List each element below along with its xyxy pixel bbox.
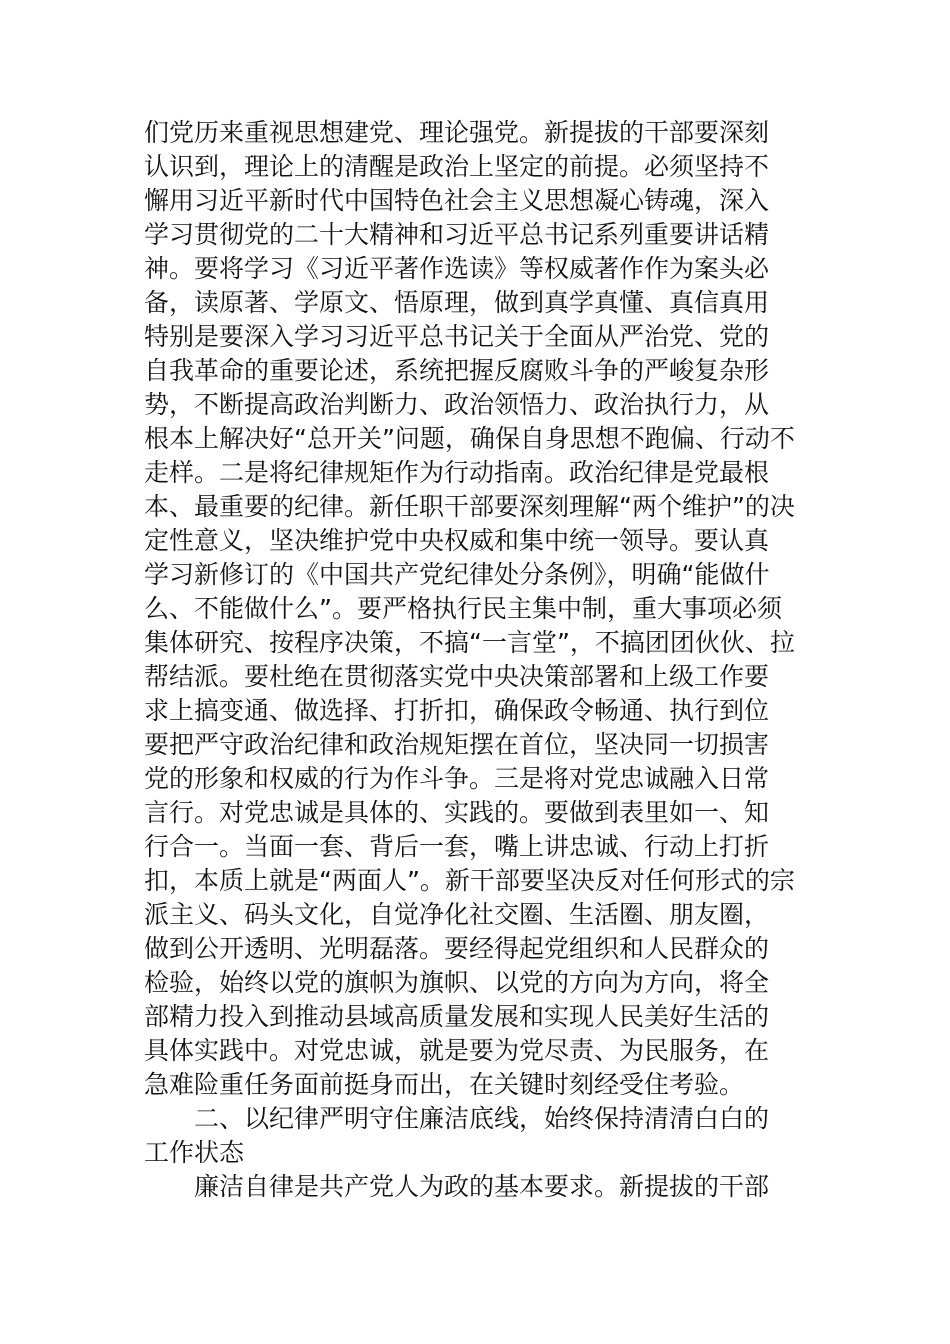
body-text bbox=[144, 116, 816, 1204]
text-line: 定性意义，坚决维护党中央权威和集中统一领导。要认真 bbox=[144, 526, 770, 555]
section-heading: 二、以纪律严明守住廉洁底线，始终保持清清白白的 bbox=[194, 1104, 770, 1133]
text-line: 认识到，理论上的清醒是政治上坚定的前提。必须坚持不 bbox=[144, 152, 770, 181]
text-line: 们党历来重视思想建党、理论强党。新提拔的干部要深刻 bbox=[144, 118, 770, 147]
text-line: 么、不能做什么”。要严格执行民主集中制，重大事项必须 bbox=[144, 594, 782, 623]
text-line: 根本上解决好“总开关”问题，确保自身思想不跑偏、行动不 bbox=[144, 424, 795, 453]
text-line: 学习新修订的《中国共产党纪律处分条例》，明确“能做什 bbox=[144, 560, 770, 589]
paragraph-start: 廉洁自律是共产党人为政的基本要求。新提拔的干部 bbox=[194, 1172, 770, 1201]
text-line: 扣，本质上就是“两面人”。新干部要坚决反对任何形式的宗 bbox=[144, 866, 795, 895]
text-line: 走样。二是将纪律规矩作为行动指南。政治纪律是党最根 bbox=[144, 458, 770, 487]
text-line: 要把严守政治纪律和政治规矩摆在首位，坚决同一切损害 bbox=[144, 730, 770, 759]
text-line: 言行。对党忠诚是具体的、实践的。要做到表里如一、知 bbox=[144, 798, 770, 827]
text-line: 做到公开透明、光明磊落。要经得起党组织和人民群众的 bbox=[144, 934, 770, 963]
text-line: 特别是要深入学习习近平总书记关于全面从严治党、党的 bbox=[144, 322, 770, 351]
text-line: 帮结派。要杜绝在贯彻落实党中央决策部署和上级工作要 bbox=[144, 662, 770, 691]
text-line: 派主义、码头文化，自觉净化社交圈、生活圈、朋友圈， bbox=[144, 900, 770, 929]
text-line: 本、最重要的纪律。新任职干部要深刻理解“两个维护”的决 bbox=[144, 492, 795, 521]
text-line: 急难险重任务面前挺身而出，在关键时刻经受住考验。 bbox=[144, 1070, 745, 1099]
text-line: 学习贯彻党的二十大精神和习近平总书记系列重要讲话精 bbox=[144, 220, 770, 249]
text-line: 备，读原著、学原文、悟原理，做到真学真懂、真信真用 bbox=[144, 288, 770, 317]
text-line: 党的形象和权威的行为作斗争。三是将对党忠诚融入日常 bbox=[144, 764, 770, 793]
text-line: 懈用习近平新时代中国特色社会主义思想凝心铸魂，深入 bbox=[144, 186, 770, 215]
text-line: 部精力投入到推动县域高质量发展和实现人民美好生活的 bbox=[144, 1002, 770, 1031]
text-line: 自我革命的重要论述，系统把握反腐败斗争的严峻复杂形 bbox=[144, 356, 770, 385]
text-line: 行合一。当面一套、背后一套，嘴上讲忠诚、行动上打折 bbox=[144, 832, 770, 861]
text-line: 神。要将学习《习近平著作选读》等权威著作作为案头必 bbox=[144, 254, 770, 283]
text-line: 检验，始终以党的旗帜为旗帜、以党的方向为方向，将全 bbox=[144, 968, 770, 997]
section-heading-continued: 工作状态 bbox=[144, 1138, 245, 1167]
text-line: 具体实践中。对党忠诚，就是要为党尽责、为民服务，在 bbox=[144, 1036, 770, 1065]
text-line: 势，不断提高政治判断力、政治领悟力、政治执行力，从 bbox=[144, 390, 770, 419]
text-line: 求上搞变通、做选择、打折扣，确保政令畅通、执行到位 bbox=[144, 696, 770, 725]
text-line: 集体研究、按程序决策，不搞“一言堂”，不搞团团伙伙、拉 bbox=[144, 628, 795, 657]
